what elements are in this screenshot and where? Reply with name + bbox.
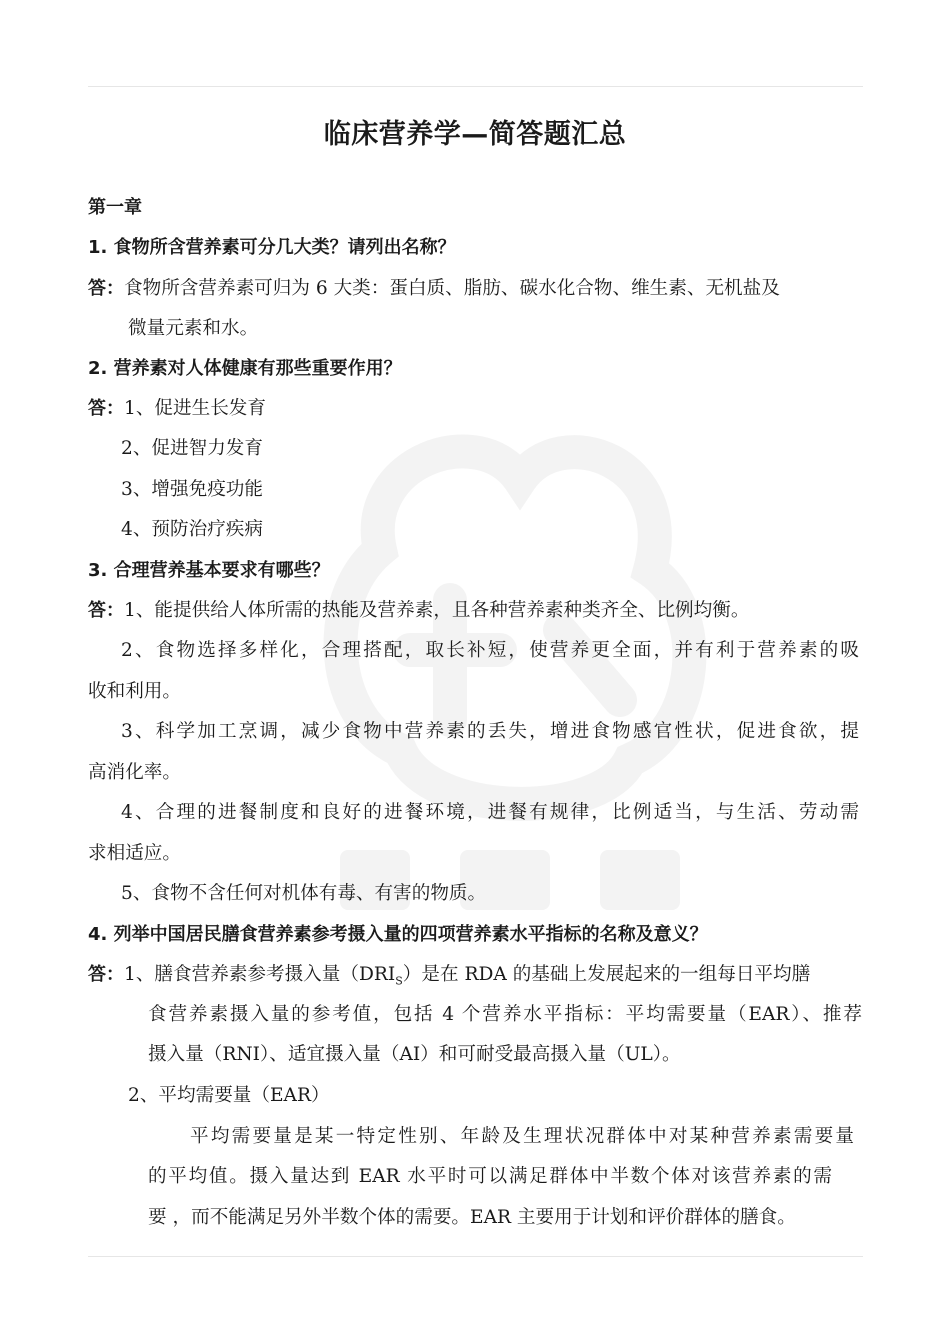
question-4: 4. 列举中国居民膳食营养素参考摄入量的四项营养素水平指标的名称及意义？	[88, 924, 708, 945]
answer-4-point-2-line-1: 平均需要量是某一特定性别、年龄及生理状况群体中对某种营养素需要量	[190, 1126, 854, 1147]
answer-text: ）是在 RDA 的基础上发展起来的一组每日平均膳	[402, 964, 811, 985]
answer-label: 答：	[88, 278, 124, 299]
answer-text: 1、能提供给人体所需的热能及营养素，且各种营养素种类齐全、比例均衡。	[124, 600, 750, 621]
answer-2-item-2: 2、促进智力发育	[121, 438, 263, 459]
answer-4-point-1-line-1	[88, 962, 810, 995]
answer-label: 答：	[88, 600, 124, 621]
answer-3-point-2-line-2: 收和利用。	[88, 681, 181, 702]
question-1: 1. 食物所含营养素可分几大类？请列出名称？	[88, 237, 456, 258]
chapter-heading: 第一章	[88, 197, 142, 218]
subscript: S	[395, 974, 403, 988]
answer-3-point-4-line-1: 4、合理的进餐制度和良好的进餐环境，进餐有规律，比例适当，与生活、劳动需	[121, 802, 859, 823]
answer-4-point-2-heading: 2、平均需要量（EAR）	[128, 1085, 330, 1106]
answer-1-line-1	[88, 276, 780, 302]
answer-2-item-3: 3、增强免疫功能	[121, 479, 263, 500]
answer-3-point-3-line-1: 3、科学加工烹调，减少食物中营养素的丢失，增进食物感官性状，促进食欲，提	[121, 721, 859, 742]
question-3: 3. 合理营养基本要求有哪些？	[88, 560, 330, 581]
answer-label: 答：	[88, 398, 124, 419]
answer-3-point-2-line-1: 2、食物选择多样化，合理搭配，取长补短，使营养更全面，并有利于营养素的吸	[121, 640, 859, 661]
answer-4-point-1-line-3: 摄入量（RNI）、适宜摄入量（AI）和可耐受最高摄入量（UL）。	[148, 1044, 681, 1065]
answer-4-point-1-line-2: 食营养素摄入量的参考值，包括 4 个营养水平指标：平均需要量（EAR）、推荐	[148, 1004, 862, 1025]
question-2: 2. 营养素对人体健康有那些重要作用？	[88, 358, 402, 379]
answer-4-point-2-line-3: 要 ，而不能满足另外半数个体的需要。EAR 主要用于计划和评价群体的膳食。	[148, 1207, 796, 1228]
bottom-rule	[88, 1256, 863, 1257]
answer-3-point-3-line-2: 高消化率。	[88, 762, 181, 783]
list-item: 1、促进生长发育	[124, 398, 266, 419]
answer-3-point-1	[88, 598, 749, 624]
answer-4-point-2-line-2: 的平均值。摄入量达到 EAR 水平时可以满足群体中半数个体对该营养素的需	[148, 1166, 832, 1187]
answer-label: 答：	[88, 964, 124, 985]
answer-3-point-4-line-2: 求相适应。	[88, 843, 181, 864]
answer-3-point-5: 5、食物不含任何对机体有毒、有害的物质。	[121, 883, 487, 904]
page-title: 临床营养学—简答题汇总	[323, 119, 627, 150]
answer-2-item-4: 4、预防治疗疾病	[121, 519, 263, 540]
answer-text: 1、膳食营养素参考摄入量（DRI	[124, 964, 396, 985]
answer-1-line-2: 微量元素和水。	[128, 318, 259, 339]
answer-2-item-1	[88, 396, 266, 422]
answer-text: 食物所含营养素可归为 6 大类：蛋白质、脂肪、碳水化合物、维生素、无机盐及	[124, 278, 780, 299]
